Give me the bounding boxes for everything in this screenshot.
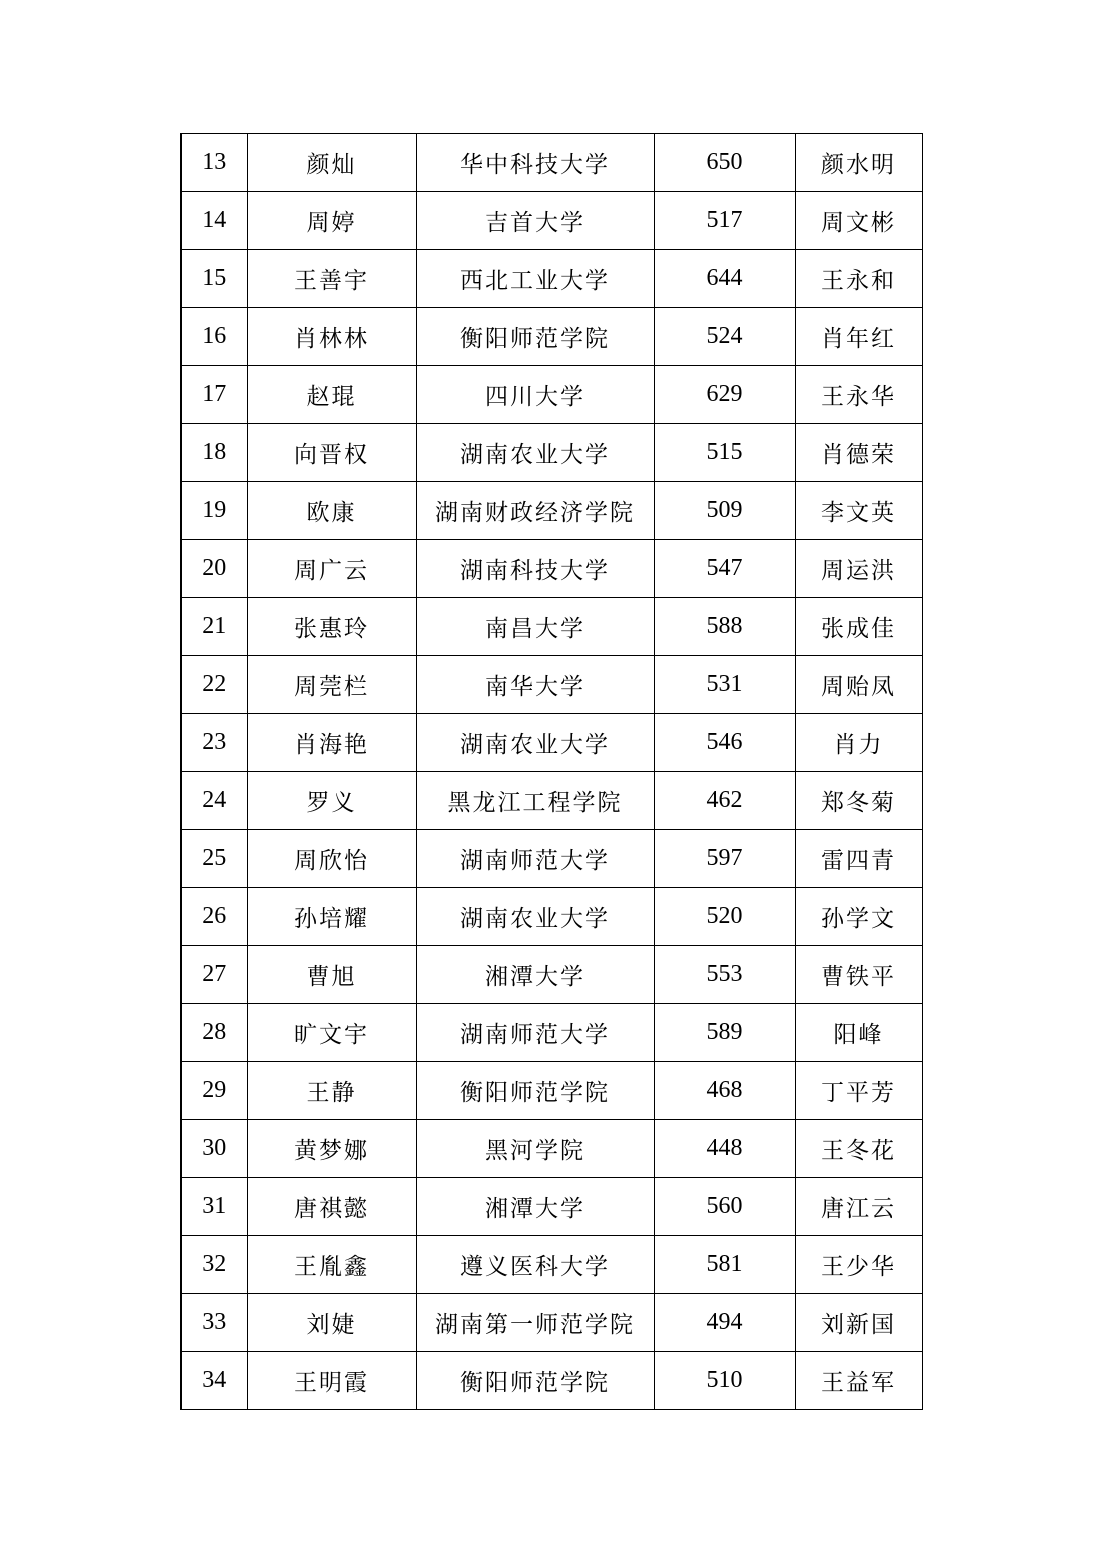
cell-guardian-name: 王冬花 <box>795 1120 922 1178</box>
cell-student-name: 刘婕 <box>247 1294 416 1352</box>
cell-student-name: 旷文宇 <box>247 1004 416 1062</box>
cell-number: 24 <box>181 772 247 830</box>
cell-student-name: 张惠玲 <box>247 598 416 656</box>
cell-number: 22 <box>181 656 247 714</box>
cell-number: 23 <box>181 714 247 772</box>
cell-number: 27 <box>181 946 247 1004</box>
cell-student-name: 欧康 <box>247 482 416 540</box>
cell-score: 588 <box>654 598 795 656</box>
cell-number: 25 <box>181 830 247 888</box>
cell-school: 南昌大学 <box>416 598 654 656</box>
cell-student-name: 王明霞 <box>247 1352 416 1410</box>
cell-score: 509 <box>654 482 795 540</box>
cell-school: 湖南财政经济学院 <box>416 482 654 540</box>
cell-guardian-name: 周运洪 <box>795 540 922 598</box>
cell-school: 湖南第一师范学院 <box>416 1294 654 1352</box>
table-row <box>181 540 922 598</box>
cell-student-name: 肖林林 <box>247 308 416 366</box>
cell-school: 华中科技大学 <box>416 134 654 192</box>
cell-guardian-name: 雷四青 <box>795 830 922 888</box>
cell-student-name: 周欣怡 <box>247 830 416 888</box>
cell-guardian-name: 颜水明 <box>795 134 922 192</box>
cell-school: 南华大学 <box>416 656 654 714</box>
table-row <box>181 1352 922 1410</box>
cell-student-name: 唐祺懿 <box>247 1178 416 1236</box>
cell-school: 湖南师范大学 <box>416 1004 654 1062</box>
cell-score: 560 <box>654 1178 795 1236</box>
cell-guardian-name: 王益军 <box>795 1352 922 1410</box>
cell-student-name: 周广云 <box>247 540 416 598</box>
cell-number: 30 <box>181 1120 247 1178</box>
cell-student-name: 周婷 <box>247 192 416 250</box>
table-row <box>181 656 922 714</box>
cell-school: 湖南科技大学 <box>416 540 654 598</box>
cell-school: 湖南农业大学 <box>416 424 654 482</box>
table-row <box>181 830 922 888</box>
cell-number: 33 <box>181 1294 247 1352</box>
cell-school: 衡阳师范学院 <box>416 1062 654 1120</box>
cell-student-name: 周莞栏 <box>247 656 416 714</box>
cell-number: 21 <box>181 598 247 656</box>
cell-guardian-name: 丁平芳 <box>795 1062 922 1120</box>
roster-table-body <box>181 134 922 1410</box>
cell-student-name: 赵琨 <box>247 366 416 424</box>
cell-guardian-name: 唐江云 <box>795 1178 922 1236</box>
cell-number: 34 <box>181 1352 247 1410</box>
cell-score: 520 <box>654 888 795 946</box>
table-row <box>181 1236 922 1294</box>
cell-score: 494 <box>654 1294 795 1352</box>
cell-score: 515 <box>654 424 795 482</box>
cell-guardian-name: 张成佳 <box>795 598 922 656</box>
cell-score: 581 <box>654 1236 795 1294</box>
cell-guardian-name: 阳峰 <box>795 1004 922 1062</box>
cell-school: 西北工业大学 <box>416 250 654 308</box>
cell-student-name: 曹旭 <box>247 946 416 1004</box>
cell-number: 20 <box>181 540 247 598</box>
table-row <box>181 888 922 946</box>
table-row <box>181 250 922 308</box>
cell-number: 28 <box>181 1004 247 1062</box>
cell-school: 湘潭大学 <box>416 1178 654 1236</box>
table-row <box>181 424 922 482</box>
cell-guardian-name: 周贻凤 <box>795 656 922 714</box>
cell-number: 19 <box>181 482 247 540</box>
cell-student-name: 王善宇 <box>247 250 416 308</box>
cell-number: 13 <box>181 134 247 192</box>
cell-guardian-name: 孙学文 <box>795 888 922 946</box>
table-row <box>181 482 922 540</box>
table-row <box>181 598 922 656</box>
cell-school: 衡阳师范学院 <box>416 308 654 366</box>
cell-number: 32 <box>181 1236 247 1294</box>
cell-school: 湖南师范大学 <box>416 830 654 888</box>
cell-score: 650 <box>654 134 795 192</box>
table-row <box>181 134 922 192</box>
cell-score: 546 <box>654 714 795 772</box>
cell-student-name: 肖海艳 <box>247 714 416 772</box>
cell-school: 黑河学院 <box>416 1120 654 1178</box>
cell-number: 26 <box>181 888 247 946</box>
cell-guardian-name: 周文彬 <box>795 192 922 250</box>
cell-guardian-name: 郑冬菊 <box>795 772 922 830</box>
cell-number: 18 <box>181 424 247 482</box>
table-row <box>181 366 922 424</box>
cell-number: 29 <box>181 1062 247 1120</box>
cell-score: 589 <box>654 1004 795 1062</box>
cell-number: 15 <box>181 250 247 308</box>
cell-school: 四川大学 <box>416 366 654 424</box>
cell-number: 14 <box>181 192 247 250</box>
cell-score: 448 <box>654 1120 795 1178</box>
cell-student-name: 罗义 <box>247 772 416 830</box>
cell-score: 524 <box>654 308 795 366</box>
table-row <box>181 1178 922 1236</box>
cell-score: 597 <box>654 830 795 888</box>
cell-guardian-name: 王永华 <box>795 366 922 424</box>
cell-score: 553 <box>654 946 795 1004</box>
cell-score: 517 <box>654 192 795 250</box>
cell-student-name: 黄梦娜 <box>247 1120 416 1178</box>
table-row <box>181 192 922 250</box>
cell-score: 531 <box>654 656 795 714</box>
table-row <box>181 1120 922 1178</box>
cell-guardian-name: 王少华 <box>795 1236 922 1294</box>
cell-student-name: 向晋权 <box>247 424 416 482</box>
cell-score: 644 <box>654 250 795 308</box>
table-row <box>181 308 922 366</box>
cell-school: 湖南农业大学 <box>416 888 654 946</box>
cell-score: 629 <box>654 366 795 424</box>
cell-number: 17 <box>181 366 247 424</box>
student-roster-table <box>180 133 923 1410</box>
cell-student-name: 颜灿 <box>247 134 416 192</box>
cell-guardian-name: 肖力 <box>795 714 922 772</box>
cell-guardian-name: 刘新国 <box>795 1294 922 1352</box>
table-row <box>181 1004 922 1062</box>
cell-number: 31 <box>181 1178 247 1236</box>
table-row <box>181 1294 922 1352</box>
table-row <box>181 946 922 1004</box>
cell-score: 510 <box>654 1352 795 1410</box>
cell-school: 衡阳师范学院 <box>416 1352 654 1410</box>
cell-school: 湖南农业大学 <box>416 714 654 772</box>
table-row <box>181 714 922 772</box>
cell-school: 黑龙江工程学院 <box>416 772 654 830</box>
cell-school: 吉首大学 <box>416 192 654 250</box>
table-row <box>181 1062 922 1120</box>
cell-guardian-name: 肖年红 <box>795 308 922 366</box>
cell-guardian-name: 曹铁平 <box>795 946 922 1004</box>
cell-guardian-name: 王永和 <box>795 250 922 308</box>
cell-score: 468 <box>654 1062 795 1120</box>
cell-guardian-name: 李文英 <box>795 482 922 540</box>
cell-score: 547 <box>654 540 795 598</box>
table-row <box>181 772 922 830</box>
cell-school: 湘潭大学 <box>416 946 654 1004</box>
cell-guardian-name: 肖德荣 <box>795 424 922 482</box>
cell-score: 462 <box>654 772 795 830</box>
cell-student-name: 王静 <box>247 1062 416 1120</box>
cell-school: 遵义医科大学 <box>416 1236 654 1294</box>
cell-number: 16 <box>181 308 247 366</box>
cell-student-name: 孙培耀 <box>247 888 416 946</box>
cell-student-name: 王胤鑫 <box>247 1236 416 1294</box>
